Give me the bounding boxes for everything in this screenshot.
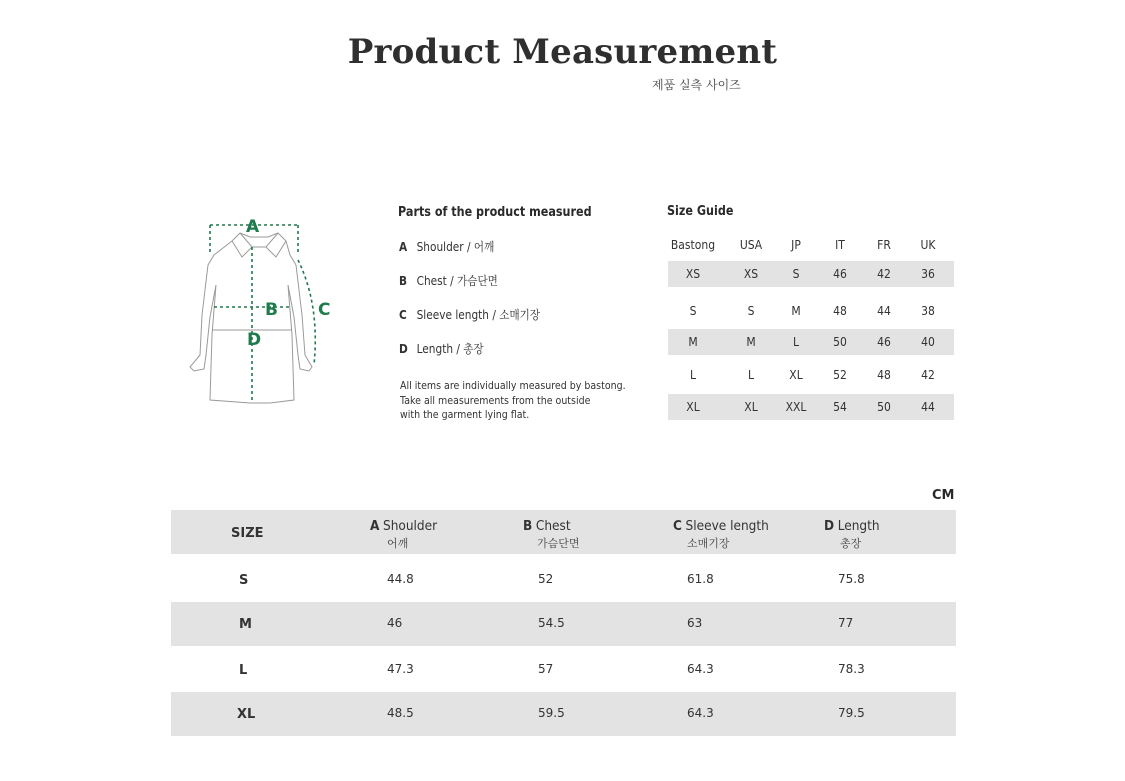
size-guide-column-header: FR	[877, 238, 891, 252]
page-subtitle: 제품 실측 사이즈	[652, 78, 741, 92]
value-cell: 61.8	[687, 572, 714, 586]
value-cell: 52	[538, 572, 554, 586]
value-cell: 64.3	[687, 662, 714, 676]
value-cell: 77	[838, 616, 854, 630]
size-cell: L	[239, 663, 248, 678]
size-guide-cell: M	[746, 335, 756, 349]
size-guide-cell: 46	[833, 267, 847, 281]
size-guide-cell: S	[792, 267, 800, 281]
size-guide-row	[668, 394, 954, 420]
shirt-outline-icon	[172, 205, 342, 415]
size-guide-cell: 52	[833, 368, 847, 382]
parts-heading: Parts of the product measured	[398, 205, 592, 220]
size-guide-cell: M	[791, 304, 801, 318]
diagram-label-a: A	[246, 217, 260, 237]
size-guide-cell: M	[688, 335, 698, 349]
size-guide-cell: L	[792, 335, 800, 349]
diagram-label-c: C	[318, 300, 331, 320]
size-guide-cell: S	[689, 304, 697, 318]
value-cell: 75.8	[838, 572, 865, 586]
size-guide-column-header: Bastong	[670, 238, 716, 252]
size-guide-column-header: USA	[739, 238, 763, 252]
size-guide-row	[668, 362, 954, 388]
header-sleeve-length: C Sleeve length 소매기장	[673, 518, 769, 550]
size-guide-cell: XS	[743, 267, 759, 281]
size-guide-cell: XL	[744, 400, 758, 414]
size-cell: XL	[237, 707, 256, 722]
value-cell: 78.3	[838, 662, 865, 676]
header-shoulder: A Shoulder 어깨	[370, 518, 438, 550]
size-guide-cell: 44	[921, 400, 935, 414]
size-guide-cell: 42	[921, 368, 935, 382]
value-cell: 48.5	[387, 706, 414, 720]
size-guide-cell: 54	[833, 400, 847, 414]
value-cell: 46	[387, 616, 403, 630]
size-guide-cell: XS	[685, 267, 701, 281]
size-guide-cell: XL	[686, 400, 700, 414]
measurement-note: All items are individually measured by bastong. Take all measurements from the outside with the garment lying flat.	[400, 379, 626, 421]
value-cell: 47.3	[387, 662, 414, 676]
size-guide-cell: 40	[921, 335, 935, 349]
size-cell: S	[239, 573, 249, 588]
diagram-label-d: D	[247, 330, 262, 350]
size-guide-cell: XL	[789, 368, 803, 382]
value-cell: 57	[538, 662, 554, 676]
measurement-table	[171, 510, 956, 738]
size-guide-cell: 42	[877, 267, 891, 281]
header-chest: B Chest 가슴단면	[523, 518, 580, 550]
header-size: SIZE	[231, 526, 264, 541]
table-row	[171, 692, 956, 736]
unit-label: CM	[932, 488, 955, 503]
size-guide-cell: S	[747, 304, 755, 318]
value-cell: 44.8	[387, 572, 414, 586]
part-item: D Length / 총장	[399, 342, 484, 356]
size-guide-row	[668, 261, 954, 287]
size-guide-cell: 36	[921, 267, 935, 281]
size-guide-cell: 38	[921, 304, 935, 318]
part-item: B Chest / 가슴단면	[399, 274, 498, 288]
size-guide-cell: 50	[833, 335, 847, 349]
part-item: A Shoulder / 어깨	[399, 240, 495, 254]
table-header	[171, 510, 956, 554]
size-guide-cell: L	[747, 368, 755, 382]
size-guide-cell: 48	[877, 368, 891, 382]
size-guide-heading: Size Guide	[667, 204, 734, 219]
size-guide-column-header: IT	[835, 238, 845, 252]
header-length: D Length 총장	[824, 518, 880, 550]
size-guide-cell: 50	[877, 400, 891, 414]
value-cell: 64.3	[687, 706, 714, 720]
size-guide-column-header: UK	[920, 238, 936, 252]
value-cell: 79.5	[838, 706, 865, 720]
value-cell: 54.5	[538, 616, 565, 630]
size-guide-row	[668, 298, 954, 324]
size-guide-column-header: JP	[791, 238, 801, 252]
value-cell: 63	[687, 616, 703, 630]
table-row	[171, 558, 956, 602]
page-title: Product Measurement	[347, 32, 778, 72]
size-guide-cell: 48	[833, 304, 847, 318]
value-cell: 59.5	[538, 706, 565, 720]
size-guide-row	[668, 329, 954, 355]
diagram-label-b: B	[265, 300, 278, 320]
size-guide-cell: L	[689, 368, 697, 382]
size-cell: M	[239, 617, 252, 632]
size-guide-header	[668, 232, 954, 258]
size-guide-cell: 44	[877, 304, 891, 318]
size-guide-cell: XXL	[785, 400, 807, 414]
table-row	[171, 648, 956, 692]
size-guide-cell: 46	[877, 335, 891, 349]
table-row	[171, 602, 956, 646]
part-item: C Sleeve length / 소매기장	[399, 308, 541, 322]
